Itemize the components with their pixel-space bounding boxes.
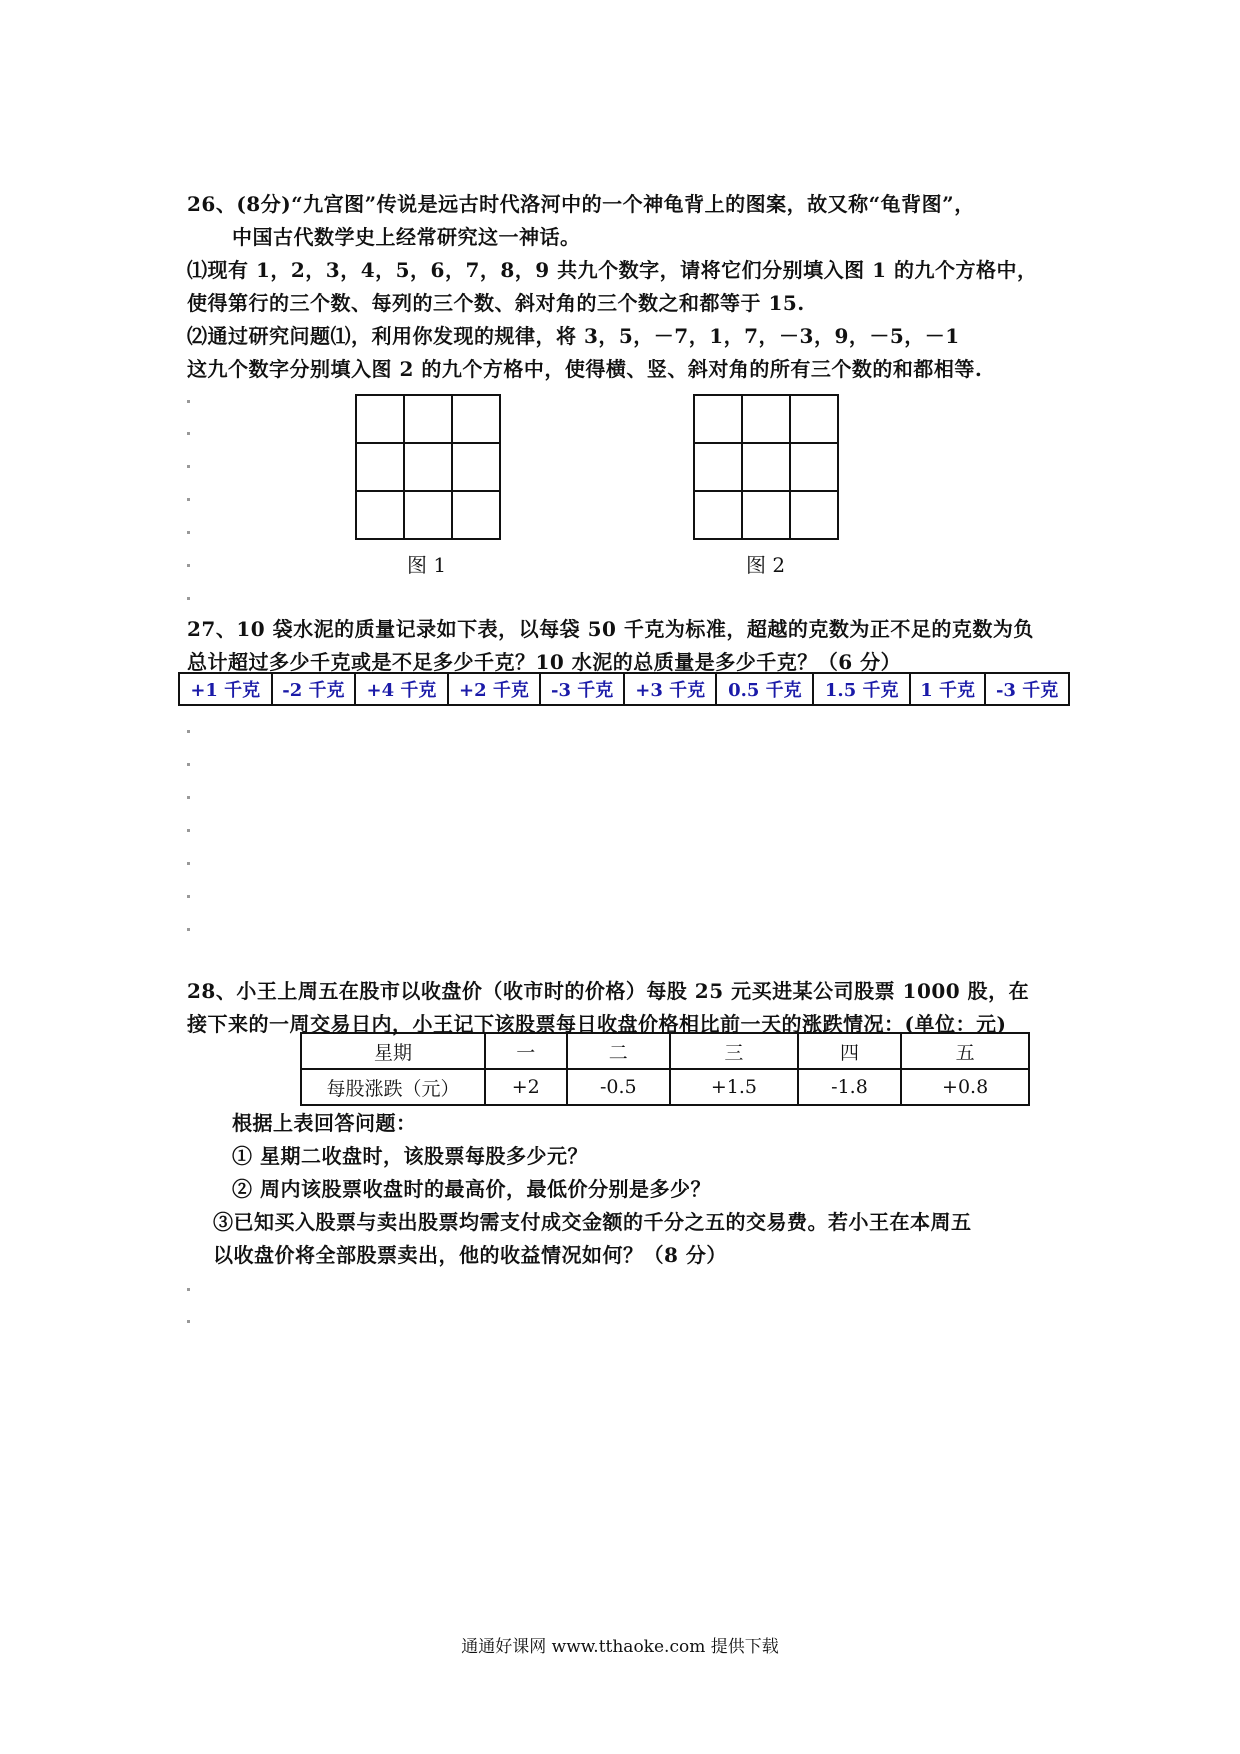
margin-dot	[187, 1320, 190, 1323]
margin-dot	[187, 763, 190, 766]
cement-bag-table	[178, 672, 1070, 706]
table-header-cell: 五	[901, 1033, 1029, 1069]
table-cell: -0.5	[567, 1069, 671, 1105]
magic-square-figure-1	[355, 394, 501, 540]
margin-dot	[187, 829, 190, 832]
table-header-cell: 一	[485, 1033, 567, 1069]
margin-dot	[187, 465, 190, 468]
bag-cell: +2 千克	[448, 673, 541, 705]
margin-dot	[187, 730, 190, 733]
bag-cell: 1.5 千克	[813, 673, 910, 705]
grid-cell	[694, 395, 742, 443]
q28-line-1: 28、小王上周五在股市以收盘价（收市时的价格）每股 25 元买进某公司股票 1000 股，在	[187, 979, 1030, 1003]
table-header-cell: 二	[567, 1033, 671, 1069]
table-row-label: 每股涨跌（元）	[301, 1069, 485, 1105]
bag-cell: +4 千克	[355, 673, 448, 705]
grid-cell	[790, 395, 838, 443]
grid-cell	[452, 491, 500, 539]
q27-line-1: 27、10 袋水泥的质量记录如下表，以每袋 50 千克为标准，超越的克数为正不足的克数为负	[187, 617, 1034, 641]
bag-cell: -2 千克	[272, 673, 356, 705]
q28-intro: 根据上表回答问题：	[232, 1111, 417, 1135]
grid-cell	[694, 443, 742, 491]
margin-dot	[187, 928, 190, 931]
page-footer: 通通好课网 www.tthaoke.com 提供下载	[461, 1637, 779, 1657]
table-cell: -1.8	[798, 1069, 902, 1105]
bag-cell: 0.5 千克	[716, 673, 813, 705]
grid-cell	[790, 491, 838, 539]
grid-cell	[404, 491, 452, 539]
bag-cell: +3 千克	[624, 673, 717, 705]
bag-cell: 1 千克	[910, 673, 985, 705]
margin-dot	[187, 796, 190, 799]
margin-dot	[187, 597, 190, 600]
grid-cell	[790, 443, 838, 491]
grid-cell	[452, 395, 500, 443]
margin-dot	[187, 531, 190, 534]
q28-sub-question-2: ② 周内该股票收盘时的最高价，最低价分别是多少？	[232, 1177, 711, 1201]
grid-cell	[742, 491, 790, 539]
grid-cell	[404, 395, 452, 443]
grid-cell	[694, 491, 742, 539]
grid-cell	[742, 443, 790, 491]
table-cell: +1.5	[670, 1069, 798, 1105]
q28-sub-question-3-line-1: ③已知买入股票与卖出股票均需支付成交金额的千分之五的交易费。若小王在本周五	[213, 1210, 972, 1234]
q26-part2-line-1: ⑵通过研究问题⑴，利用你发现的规律，将 3，5，－7，1，7，－3，9，－5，－1	[187, 324, 960, 348]
grid-cell	[356, 395, 404, 443]
q26-line-1: 26、(8分)“九宫图”传说是远古时代洛河中的一个神龟背上的图案，故又称“龟背图”，	[187, 192, 975, 216]
grid-cell	[404, 443, 452, 491]
grid-cell	[356, 491, 404, 539]
bag-cell: -3 千克	[540, 673, 624, 705]
magic-square-figure-2	[693, 394, 839, 540]
stock-change-table	[300, 1032, 1030, 1106]
figure-1-caption: 图 1	[407, 553, 447, 577]
figure-2-caption: 图 2	[746, 553, 786, 577]
table-header-cell: 四	[798, 1033, 902, 1069]
grid-cell	[356, 443, 404, 491]
table-cell: +0.8	[901, 1069, 1029, 1105]
margin-dot	[187, 498, 190, 501]
bag-cell: -3 千克	[985, 673, 1069, 705]
table-header-cell: 星期	[301, 1033, 485, 1069]
q26-part1-line-1: ⑴现有 1，2，3，4，5，6，7，8，9 共九个数字，请将它们分别填入图 1 的九个方格中，	[187, 258, 1038, 282]
grid-cell	[742, 395, 790, 443]
table-header-cell: 三	[670, 1033, 798, 1069]
bag-cell: +1 千克	[179, 673, 272, 705]
margin-dot	[187, 564, 190, 567]
margin-dot	[187, 432, 190, 435]
margin-dot	[187, 862, 190, 865]
margin-dot	[187, 895, 190, 898]
q28-sub-question-1: ① 星期二收盘时，该股票每股多少元？	[232, 1144, 588, 1168]
q28-line-2: 接下来的一周交易日内，小王记下该股票每日收盘价格相比前一天的涨跌情况：(单位：元)	[187, 1012, 1007, 1036]
q26-part1-line-2: 使得第行的三个数、每列的三个数、斜对角的三个数之和都等于 15.	[187, 291, 805, 315]
grid-cell	[452, 443, 500, 491]
q28-sub-question-3-line-2: 以收盘价将全部股票卖出，他的收益情况如何？（8 分）	[213, 1243, 727, 1267]
margin-dot	[187, 400, 190, 403]
q26-line-2: 中国古代数学史上经常研究这一神话。	[232, 225, 581, 249]
q27-line-2: 总计超过多少千克或是不足多少千克？10 水泥的总质量是多少千克？（6 分）	[187, 650, 902, 674]
q26-part2-line-2: 这九个数字分别填入图 2 的九个方格中，使得横、竖、斜对角的所有三个数的和都相等.	[187, 357, 983, 381]
margin-dot	[187, 1288, 190, 1291]
table-cell: +2	[485, 1069, 567, 1105]
